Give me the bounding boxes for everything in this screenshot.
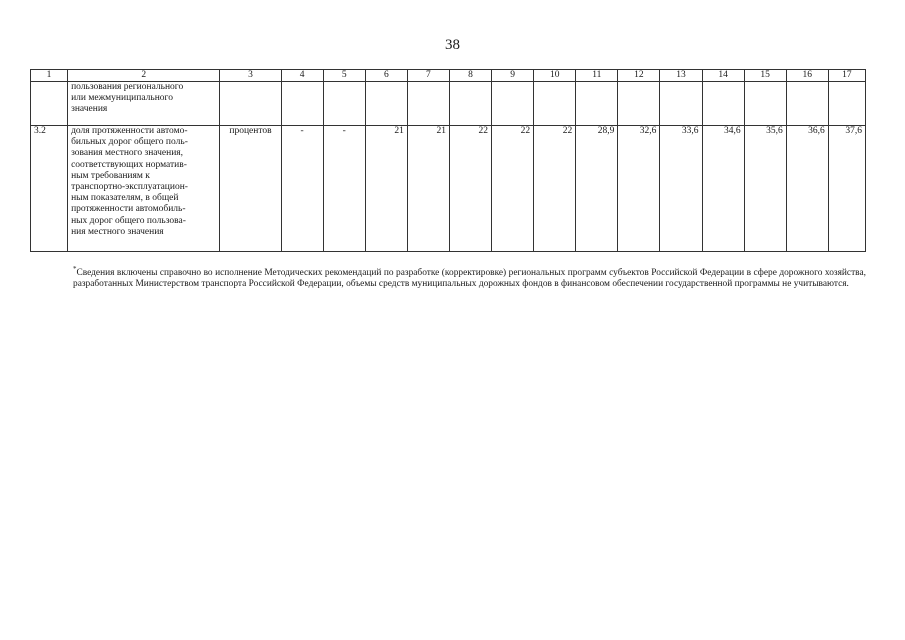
value-cell: 22 <box>534 126 576 252</box>
header-cell: 2 <box>68 70 220 82</box>
value-cell: 32,6 <box>618 126 660 252</box>
text-line: доля протяженности автомо- <box>71 126 188 136</box>
text-line: ния местного значения <box>71 226 164 237</box>
table-cell <box>828 82 865 126</box>
table-cell <box>492 82 534 126</box>
header-cell: 6 <box>365 70 407 82</box>
value-cell: 22 <box>492 126 534 252</box>
value-cell: - <box>281 126 323 252</box>
value-cell: 21 <box>365 126 407 252</box>
text-line: соответствующих норматив- <box>71 159 187 170</box>
text-line: ным требованиям к <box>71 170 150 181</box>
text-line: транспортно-эксплуатацион- <box>71 182 188 193</box>
value-cell: 33,6 <box>660 126 702 252</box>
table-header-row <box>31 70 866 82</box>
table-row-3-2 <box>31 126 866 252</box>
text-line: значения <box>71 104 108 115</box>
unit-cell: процентов <box>220 126 281 252</box>
text-line: зования местного значения, <box>71 148 184 159</box>
table-cell <box>786 82 828 126</box>
text-line: пользования регионального <box>71 82 184 92</box>
header-cell: 4 <box>281 70 323 82</box>
header-cell: 7 <box>407 70 449 82</box>
header-cell: 1 <box>31 70 68 82</box>
value-cell: 22 <box>449 126 491 252</box>
value-cell: 34,6 <box>702 126 744 252</box>
indicator-table <box>30 69 866 252</box>
table-cell <box>744 82 786 126</box>
table-cell <box>534 82 576 126</box>
header-cell: 10 <box>534 70 576 82</box>
page-number: 38 <box>445 37 460 53</box>
table-cell <box>660 82 702 126</box>
table-cell <box>365 82 407 126</box>
header-cell: 8 <box>449 70 491 82</box>
text-line: ных дорог общего пользова- <box>71 215 186 226</box>
header-cell: 3 <box>220 70 281 82</box>
indicator-name-cell <box>68 126 220 252</box>
header-cell: 13 <box>660 70 702 82</box>
footnote-mark: * <box>73 264 77 273</box>
table-cell <box>281 82 323 126</box>
footnote <box>73 264 866 291</box>
table-row-continuation <box>31 82 866 126</box>
header-cell: 15 <box>744 70 786 82</box>
value-cell: 21 <box>407 126 449 252</box>
header-cell: 12 <box>618 70 660 82</box>
index-cell <box>31 82 68 126</box>
header-cell: 11 <box>576 70 618 82</box>
text-line: бильных дорог общего поль- <box>71 137 188 148</box>
table-cell <box>449 82 491 126</box>
table-cell <box>702 82 744 126</box>
header-cell: 14 <box>702 70 744 82</box>
table-cell <box>407 82 449 126</box>
index-cell: 3.2 <box>31 126 68 252</box>
table-cell <box>618 82 660 126</box>
header-cell: 9 <box>492 70 534 82</box>
table-cell <box>220 82 281 126</box>
indicator-name-cell <box>68 82 220 126</box>
value-cell: 37,6 <box>828 126 865 252</box>
value-cell: - <box>323 126 365 252</box>
value-cell: 35,6 <box>744 126 786 252</box>
value-cell: 36,6 <box>786 126 828 252</box>
value-cell: 28,9 <box>576 126 618 252</box>
text-line: ным показателям, в общей <box>71 193 179 204</box>
text-line: или межмуниципального <box>71 93 173 104</box>
header-cell: 17 <box>828 70 865 82</box>
header-cell: 5 <box>323 70 365 82</box>
text-line: протяженности автомобиль- <box>71 204 186 215</box>
table-cell <box>576 82 618 126</box>
header-cell: 16 <box>786 70 828 82</box>
table-cell <box>323 82 365 126</box>
footnote-text: Сведения включены справочно во исполнение Методических рекомендаций по разработке (корректировке) региональных программ субъектов Российской Федерации в сфере дорожного хозяйства, разработанных Министерством транспорта Российской Федерации, объемы средств муниципальных дорожных фондов в финансовом обеспечении государственной программы не учитываются. <box>73 268 866 290</box>
